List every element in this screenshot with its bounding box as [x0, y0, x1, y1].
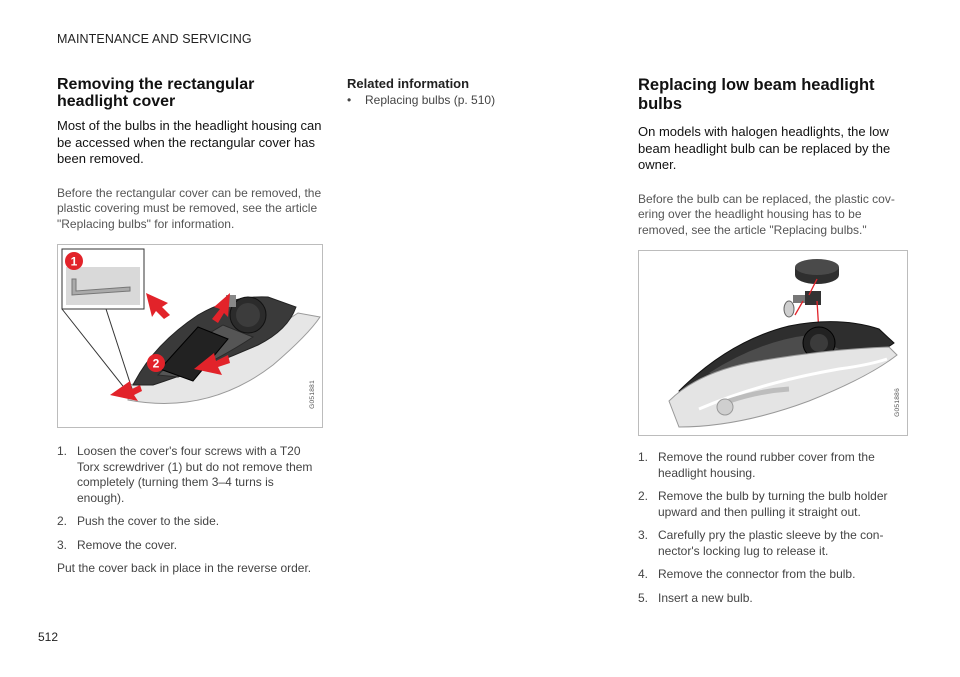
list-item: 1. Remove the round rubber cover from the headlight housing.: [638, 450, 875, 480]
headlight-cover-illustration: [57, 244, 323, 428]
bullet: •: [347, 93, 352, 107]
list-item: 1. Loosen the cover's four screws with a T20 Torx screwdriver (1) but do not remove them completely (turning them 3–4 turns is enough).: [57, 444, 313, 505]
intro-text: On models with halogen headlights, the low beam headlight bulb can be replaced by the owner.: [638, 124, 891, 172]
list-item: 2. Push the cover to the side.: [57, 514, 220, 528]
related-link-item: [347, 93, 577, 108]
related-link-replacing-bulbs[interactable]: Replacing bulbs (p. 510): [365, 93, 496, 107]
figure-code: G051886: [894, 388, 901, 417]
section-title-removing-cover: Removing the rectangular headlight cover: [57, 76, 255, 110]
left-column: [57, 76, 323, 577]
list-item: 2. Remove the bulb by turning the bulb holder upward and then pulling it straight out.: [638, 489, 888, 519]
body-text: Before the rectangular cover can be removed, the plastic covering must be removed, see the article "Replacing bulbs" for information.: [57, 185, 322, 231]
intro-text: Most of the bulbs in the headlight housing can be accessed when the rectangular cover has been removed.: [57, 118, 322, 166]
list-item: 3. Carefully pry the plastic sleeve by the con-nector's locking lug to release it.: [638, 528, 884, 558]
page-number: 512: [38, 630, 59, 644]
figure-code: G051881: [309, 380, 316, 409]
headlight-cover-drawing: [58, 245, 322, 427]
list-item: 3. Remove the cover.: [57, 537, 178, 552]
low-beam-bulb-illustration: [638, 250, 908, 436]
list-item: 4. Remove the connector from the bulb.: [638, 567, 856, 581]
low-beam-bulb-drawing: [639, 251, 907, 435]
closing-text: Put the cover back in place in the reverse order.: [57, 561, 312, 575]
bulb-replacement-steps: [638, 450, 908, 606]
cover-removal-steps: [57, 444, 323, 553]
related-information: [347, 76, 577, 108]
list-item: 5. Insert a new bulb.: [638, 590, 753, 605]
right-column: [638, 76, 908, 614]
body-text: Before the bulb can be replaced, the plastic cov-ering over the headlight housing has to be removed, see the article "Replacing bulbs.": [638, 191, 895, 237]
figure-label-2: 2: [152, 356, 160, 371]
related-information-title: Related information: [347, 76, 470, 91]
figure-label-1: 1: [70, 254, 78, 269]
section-header: MAINTENANCE AND SERVICING: [57, 32, 252, 46]
section-title-low-beam: Replacing low beam headlight bulbs: [638, 76, 875, 113]
